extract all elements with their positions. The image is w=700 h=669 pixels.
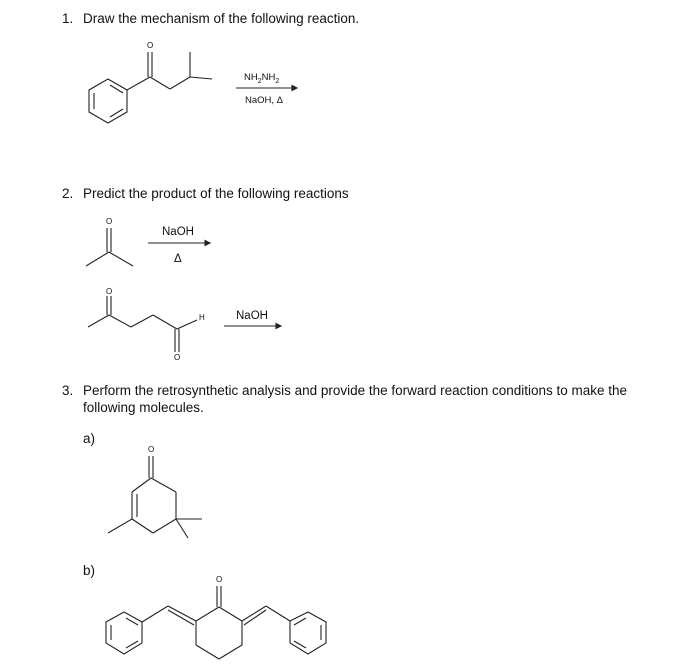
- q3b-oxygen-label: O: [216, 575, 223, 584]
- q3a-molecule: [108, 456, 202, 538]
- q2-r2-molecule: [88, 296, 197, 352]
- q2-r2-reagent: NaOH: [236, 310, 268, 322]
- q3a-oxygen-label: O: [148, 445, 155, 454]
- q3-text-line1: Perform the retrosynthetic analysis and provide the forward reaction conditions to make the: [83, 383, 628, 398]
- q3-part-a-label: a): [83, 431, 96, 446]
- q2-number: 2.: [62, 186, 74, 201]
- q2-r1-reagent-top: NaOH: [162, 226, 194, 238]
- q2-r1-oxygen-label: O: [106, 217, 113, 226]
- q1-reagent-top: $NH_2NH_2$: [244, 72, 280, 85]
- q2-r1-reagent-bottom: Δ: [174, 253, 182, 265]
- q1-oxygen-label: O: [147, 41, 154, 50]
- q1-molecule: [89, 52, 212, 123]
- q3-text-line2: following molecules.: [83, 400, 204, 415]
- q2-r2-oxygen-label-top: O: [106, 287, 113, 296]
- q3-number: 3.: [62, 383, 74, 398]
- q1-reagent-bottom: NaOH, Δ: [245, 95, 284, 106]
- q3-part-b-label: b): [83, 563, 96, 578]
- q2-text: Predict the product of the following reactions: [83, 186, 349, 201]
- q1-benzene-ring: [89, 79, 127, 123]
- q2-r2-oxygen-label-bottom: O: [174, 353, 181, 362]
- q3b-molecule: [106, 586, 326, 659]
- q2-r2-h-label: H: [199, 313, 205, 322]
- q1-text: Draw the mechanism of the following reaction.: [83, 11, 360, 26]
- q1-number: 1.: [62, 11, 74, 26]
- q2-r1-molecule: [86, 228, 133, 266]
